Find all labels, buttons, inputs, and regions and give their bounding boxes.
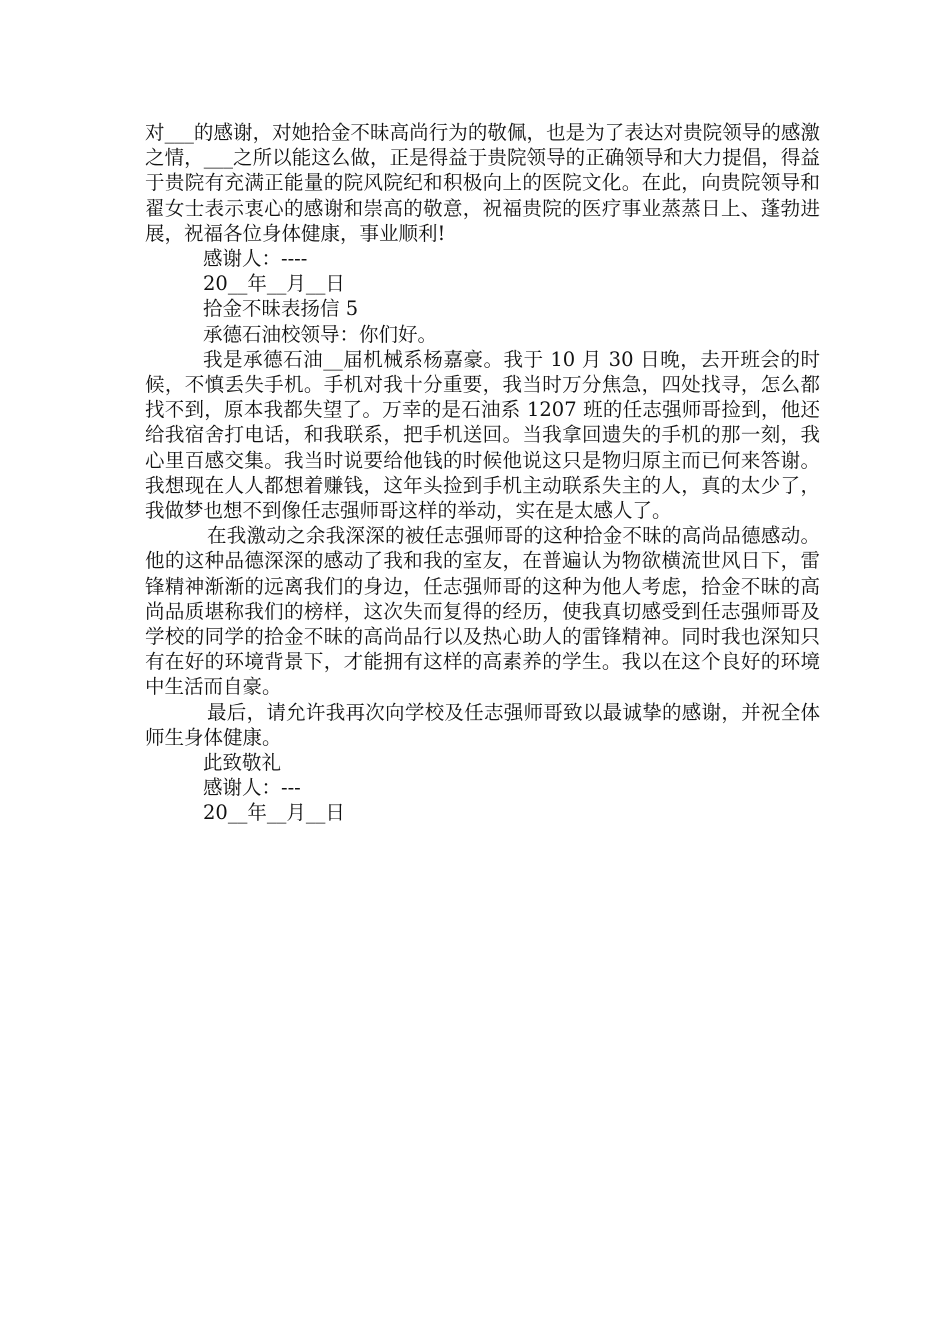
document-page [145,120,820,826]
date-2: 20__年__月__日 [203,801,345,825]
signer-1: 感谢人：---- [203,247,308,271]
signer-2: 感谢人：--- [203,776,301,800]
letter-title: 拾金不昧表扬信 5 [203,297,359,321]
paragraph-3: 在我激动之余我深深的被任志强师哥的这种拾金不昧的高尚品德感动。他的这种品德深深的感动了我和我的室友，在普遍认为物欲横流世风日下，雷锋精神渐渐的远离我们的身边，任志强师哥的这种为他人考虑，拾金不昧的高尚品质堪称我们的榜样，这次失而复得的经历，使我真切感受到任志强师哥及学校的同学的拾金不昧的高尚品行以及热心助人的雷锋精神。同时我也深知只有在好的环境背景下，才能拥有这样的高素养的学生。我以在这个良好的环境中生活而自豪。 [145,524,820,699]
paragraph-2: 我是承德石油__届机械系杨嘉豪。我于 10 月 30 日晚，去开班会的时候，不慎丢失手机。手机对我十分重要，我当时万分焦急，四处找寻，怎么都找不到，原本我都失望了。万幸的是石油系 1207 班的任志强师哥捡到，他还给我宿舍打电话，和我联系，把手机送回。当我拿回遗失的手机的那一刻，我心里百感交集。我当时说要给他钱的时候他说这只是物归原主而已何来答谢。我想现在人人都想着赚钱，这年头捡到手机主动联系失主的人，真的太少了，我做梦也想不到像任志强师哥这样的举动，实在是太感人了。 [145,347,820,523]
paragraph-1: 对___的感谢，对她拾金不昧高尚行为的敬佩，也是为了表达对贵院领导的感激之情，___之所以能这么做，正是得益于贵院领导的正确领导和大力提倡，得益于贵院有充满正能量的院风院纪和积极向上的医院文化。在此，向贵院领导和翟女士表示衷心的感谢和崇高的敬意，祝福贵院的医疗事业蒸蒸日上、蓬勃进展，祝福各位身体健康，事业顺利! [145,121,820,245]
closing: 此致敬礼 [203,751,282,775]
date-1: 20__年__月__日 [203,272,345,296]
paragraph-4: 最后，请允许我再次向学校及任志强师哥致以最诚挚的感谢，并祝全体师生身体健康。 [145,700,820,749]
salutation: 承德石油校领导：你们好。 [203,322,438,346]
